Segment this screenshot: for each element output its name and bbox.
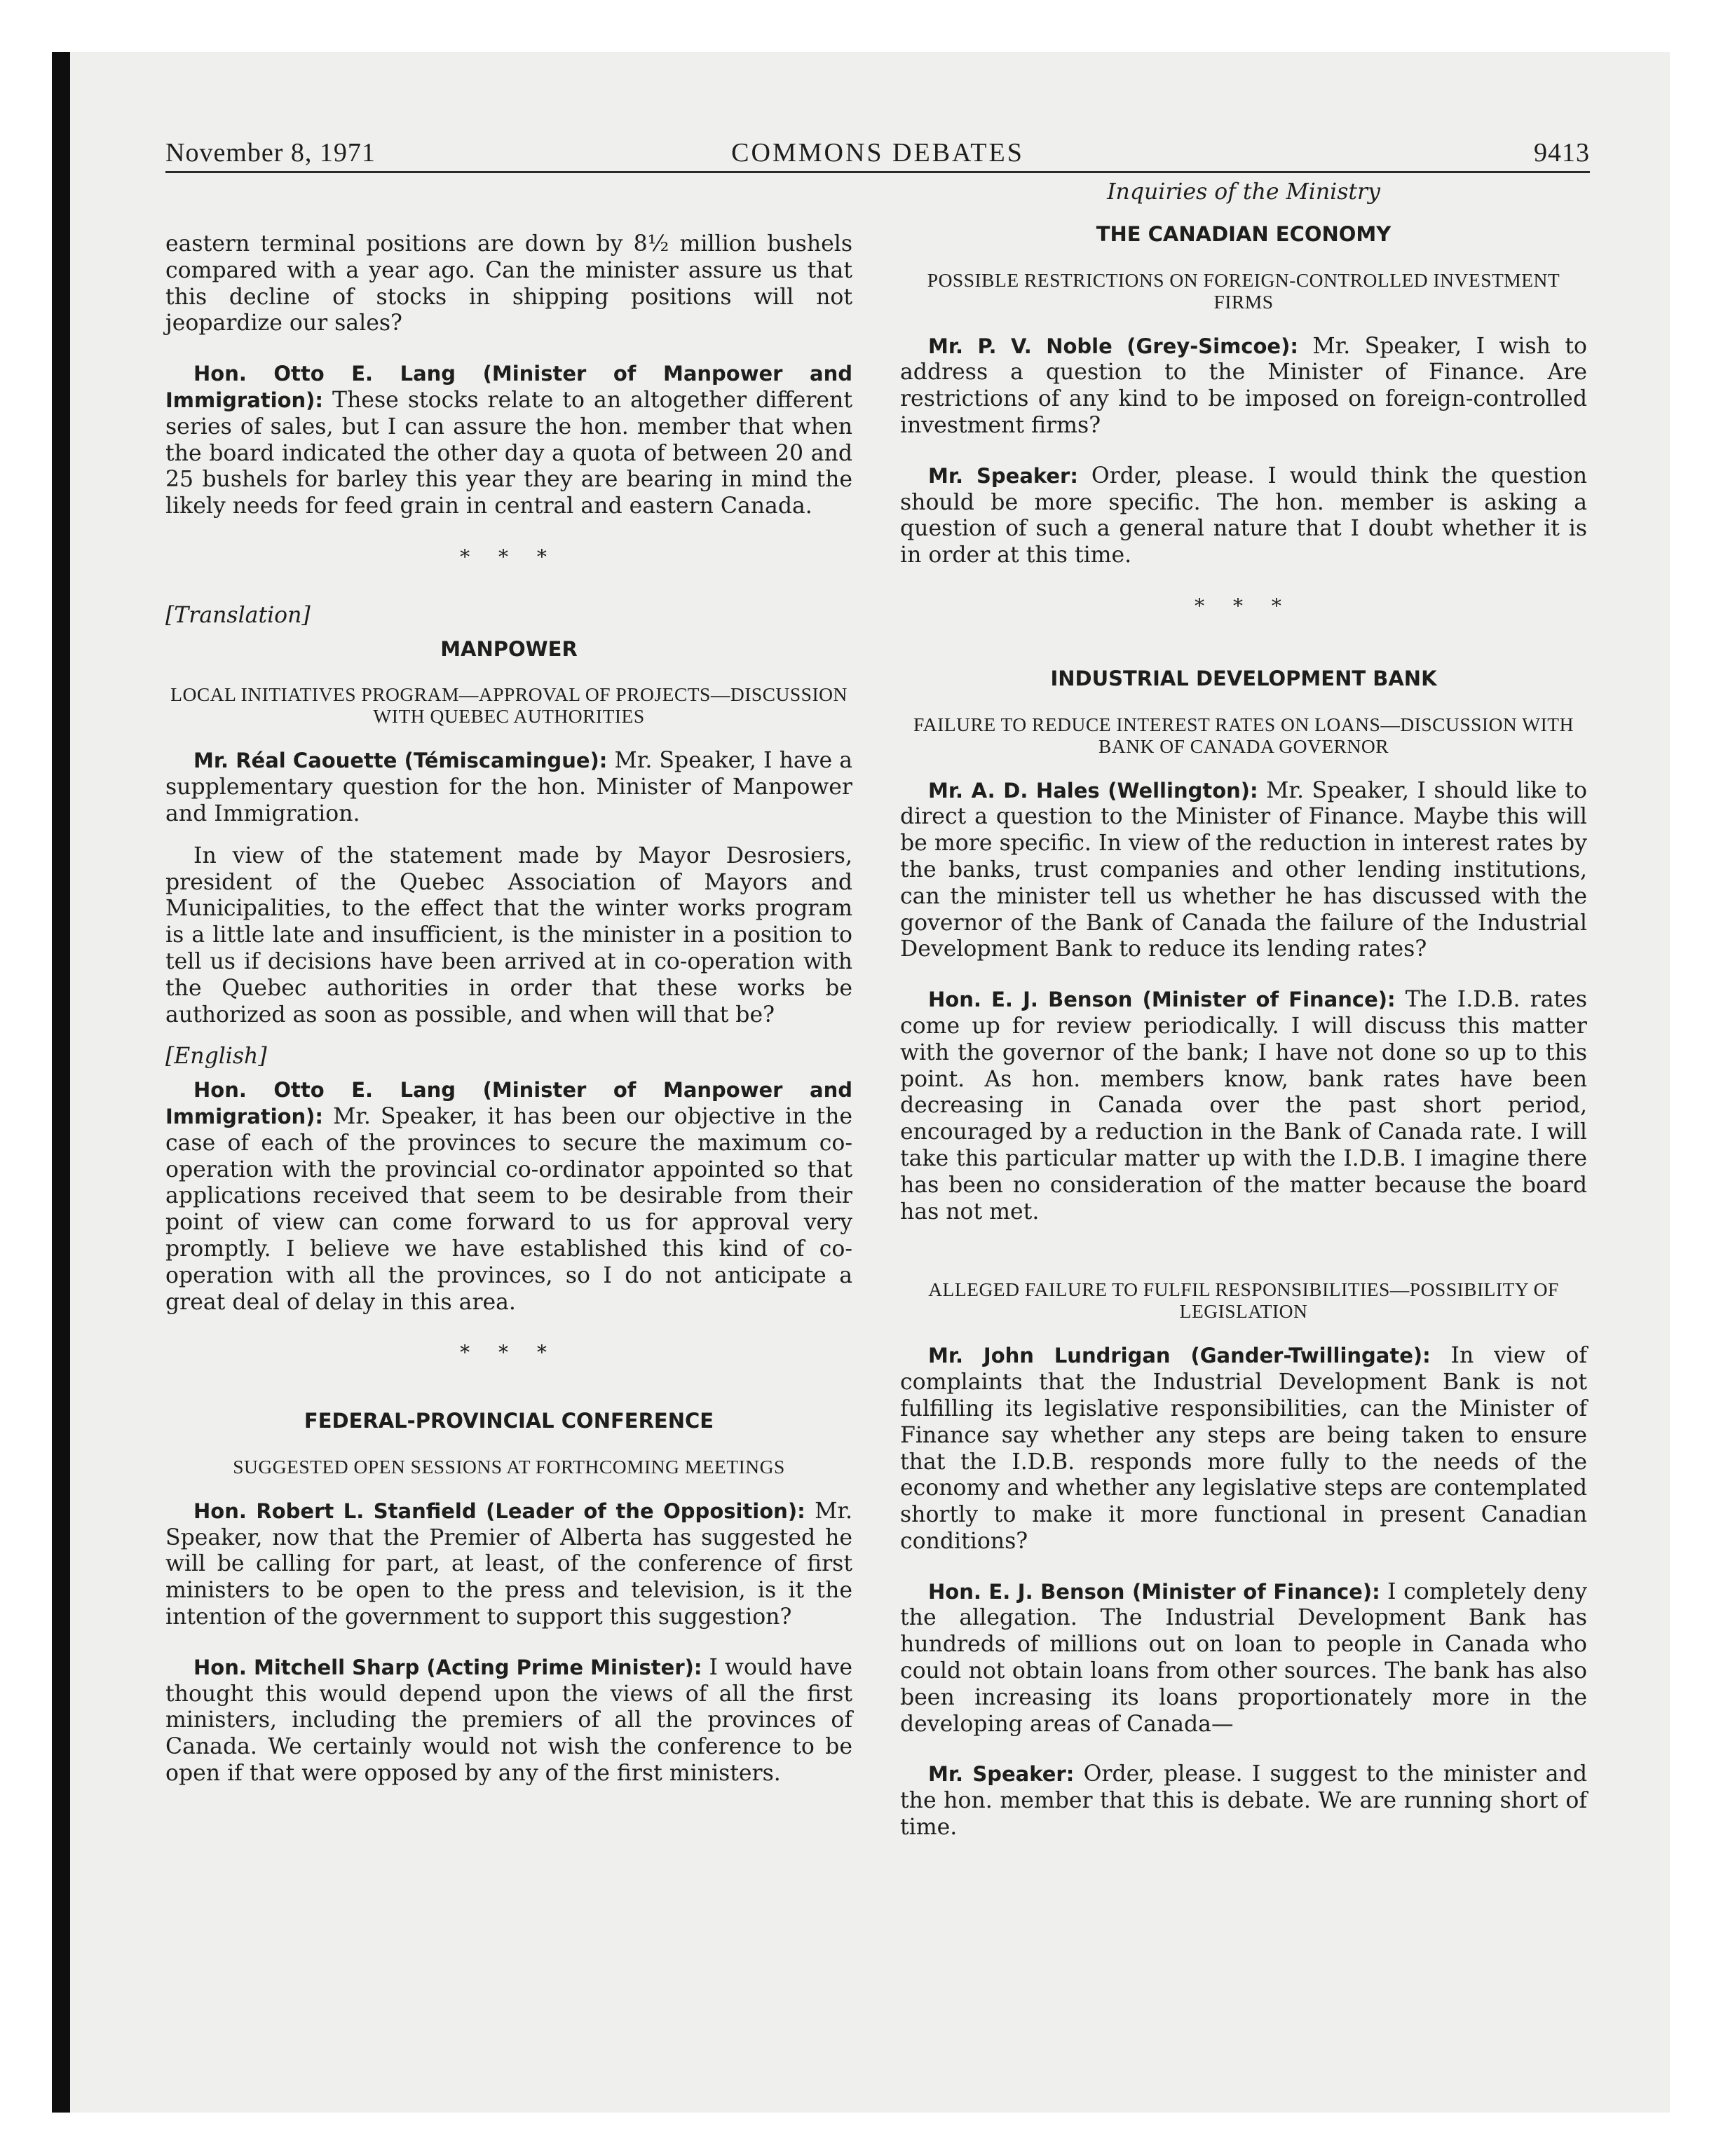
page-header <box>165 137 1590 173</box>
speaker-name: Hon. Otto E. Lang (Minister of Manpower and Immigration): <box>165 1078 852 1128</box>
speech-text: Mr. Speaker, I should like to direct a question to the Minister of Finance. Maybe this will be more specific. In view of the reduction in interest rates by the banks, trust companies and other lending institutions, can the minister tell us whether he has discussed with the governor of the Bank of Canada the failure of the Industrial Development Bank to reduce its lending rates? <box>900 777 1588 962</box>
speaker-name: Mr. Speaker: <box>928 463 1078 488</box>
english-label: [English] <box>165 1044 267 1070</box>
speaker-name: Hon. Mitchell Sharp (Acting Prime Minister): <box>193 1655 702 1679</box>
speech-text: Mr. Speaker, now that the Premier of Alberta has suggested he will be calling for part, at least, of the conference of first ministers to be open to the press and television, is it the intention of the government to support this suggestion? <box>165 1498 852 1630</box>
paragraph <box>165 1077 852 1316</box>
speaker-name: Mr. P. V. Noble (Grey-Simcoe): <box>928 334 1298 358</box>
speaker-name: Mr. A. D. Hales (Wellington): <box>928 778 1258 803</box>
paragraph <box>900 1343 1587 1555</box>
speaker-name: Mr. Speaker: <box>928 1762 1075 1787</box>
section-separator: * * * <box>460 1341 558 1365</box>
speech-text: Mr. Speaker, I have a supplementary question for the hon. Minister of Manpower and Immigration. <box>165 748 852 826</box>
speaker-name: Hon. E. J. Benson (Minister of Finance): <box>928 1579 1380 1604</box>
paragraph <box>900 463 1587 569</box>
paragraph <box>165 1499 852 1631</box>
section-separator: * * * <box>1195 594 1293 618</box>
speech-text: Order, please. I would think the question should be more specific. The hon. member is asking a question of such a general nature that I doubt whether it is in order at this time. <box>900 463 1587 568</box>
header-title: COMMONS DEBATES <box>731 138 1024 168</box>
section-subheading: SUGGESTED OPEN SESSIONS AT FORTHCOMING MEETINGS <box>233 1455 785 1478</box>
section-heading: INDUSTRIAL DEVELOPMENT BANK <box>1050 666 1437 690</box>
section-label: Inquiries of the Ministry <box>1107 179 1380 205</box>
speech-text: The I.D.B. rates come up for review periodically. I will discuss this matter with the governor of the bank; I have not done so up to this point. As hon. members know, bank rates have been decreasing in Canada over the past short period, encouraged by a reduction in the Bank of Canada rate. I will take this particular matter up with the I.D.B. I imagine there has been no consideration of the matter because the board has not met. <box>900 987 1587 1224</box>
section-heading: MANPOWER <box>440 636 578 661</box>
section-separator: * * * <box>460 545 558 568</box>
header-page-number: 9413 <box>1534 138 1590 168</box>
speaker-name: Hon. Otto E. Lang (Minister of Manpower and Immigration): <box>165 362 852 412</box>
paragraph <box>900 778 1587 964</box>
speaker-name: Hon. Robert L. Stanfield (Leader of the Opposition): <box>193 1499 805 1523</box>
speaker-name: Mr. John Lundrigan (Gander-Twillingate): <box>928 1344 1431 1368</box>
translation-label: [Translation] <box>165 602 311 628</box>
speaker-name: Mr. Réal Caouette (Témiscamingue): <box>193 749 608 773</box>
right-column <box>900 179 1587 1865</box>
paragraph <box>900 987 1587 1225</box>
speech-text: I would have thought this would depend upon the views of all the first ministers, including the premiers of all the provinces of Canada. We certainly would not wish the conference to be open if that were opposed by any of the first ministers. <box>165 1654 852 1787</box>
paragraph <box>900 334 1587 439</box>
speech-text: These stocks relate to an altogether different series of sales, but I can assure the hon. member that when the board indicated the other day a quota of between 20 and 25 bushels for barley this year they are bearing in mind the likely needs for feed grain in central and eastern Canada. <box>165 387 852 519</box>
speech-text: In view of complaints that the Industrial Development Bank is not fulfilling its legislative responsibilities, can the Minister of Finance say whether any steps are being taken to ensure that the I.D.B. responds more fully to the needs of the economy and whether any legislative steps are contemplated shortly to make it more functional in present Canadian conditions? <box>900 1343 1587 1554</box>
section-subheading: FAILURE TO REDUCE INTEREST RATES ON LOANS—DISCUSSION WITH BANK OF CANADA GOVERNOR <box>913 713 1574 757</box>
paragraph: In view of the statement made by Mayor Desrosiers, president of the Quebec Association of Mayors and Municipalities, to the effect that the winter works program is a little late and insufficient, is the minister in a position to tell us if decisions have been arrived at in co-operation with the Quebec authorities in order that these works be authorized as soon as possible, and when will that be? <box>165 842 852 1028</box>
section-subheading: POSSIBLE RESTRICTIONS ON FOREIGN-CONTROLLED INVESTMENT FIRMS <box>927 268 1560 313</box>
speech-text: I completely deny the allegation. The Industrial Development Bank has hundreds of millions out on loan to people in Canada who could not obtain loans from other sources. The bank has also been increasing its loans proportionately more in the developing areas of Canada— <box>900 1578 1587 1737</box>
paragraph <box>165 1655 852 1787</box>
paragraph <box>165 748 852 827</box>
paragraph <box>900 1761 1587 1841</box>
speech-text: Mr. Speaker, it has been our objective in the case of each of the provinces to secure the maximum co-operation with the provincial co-ordinator appointed so that applications received that seem to be desirable from their point of view can come forward to us for approval very promptly. I believe we have established this kind of co-operation with all the provinces, so I do not anticipate a great deal of delay in this area. <box>165 1103 852 1315</box>
speech-text: Mr. Speaker, I wish to address a question to the Minister of Finance. Are restrictions of any kind to be imposed on foreign-controlled investment firms? <box>900 333 1587 438</box>
speech-text: Order, please. I suggest to the minister and the hon. member that this is debate. We are running short of time. <box>900 1761 1587 1841</box>
paragraph <box>165 361 852 520</box>
header-date: November 8, 1971 <box>165 138 376 168</box>
section-heading: FEDERAL-PROVINCIAL CONFERENCE <box>304 1409 714 1433</box>
paragraph: eastern terminal positions are down by 8½ million bushels compared with a year ago. Can the minister assure us that this decline of stocks in shipping positions will not jeopardize our sales? <box>165 231 852 336</box>
speaker-name: Hon. E. J. Benson (Minister of Finance): <box>928 988 1396 1012</box>
section-subheading: ALLEGED FAILURE TO FULFIL RESPONSIBILITIES—POSSIBILITY OF LEGISLATION <box>928 1278 1559 1323</box>
left-column <box>165 231 852 1811</box>
section-subheading: LOCAL INITIATIVES PROGRAM—APPROVAL OF PROJECTS—DISCUSSION WITH QUEBEC AUTHORITIES <box>170 683 848 728</box>
paragraph <box>900 1579 1587 1738</box>
section-heading: THE CANADIAN ECONOMY <box>1096 221 1392 246</box>
